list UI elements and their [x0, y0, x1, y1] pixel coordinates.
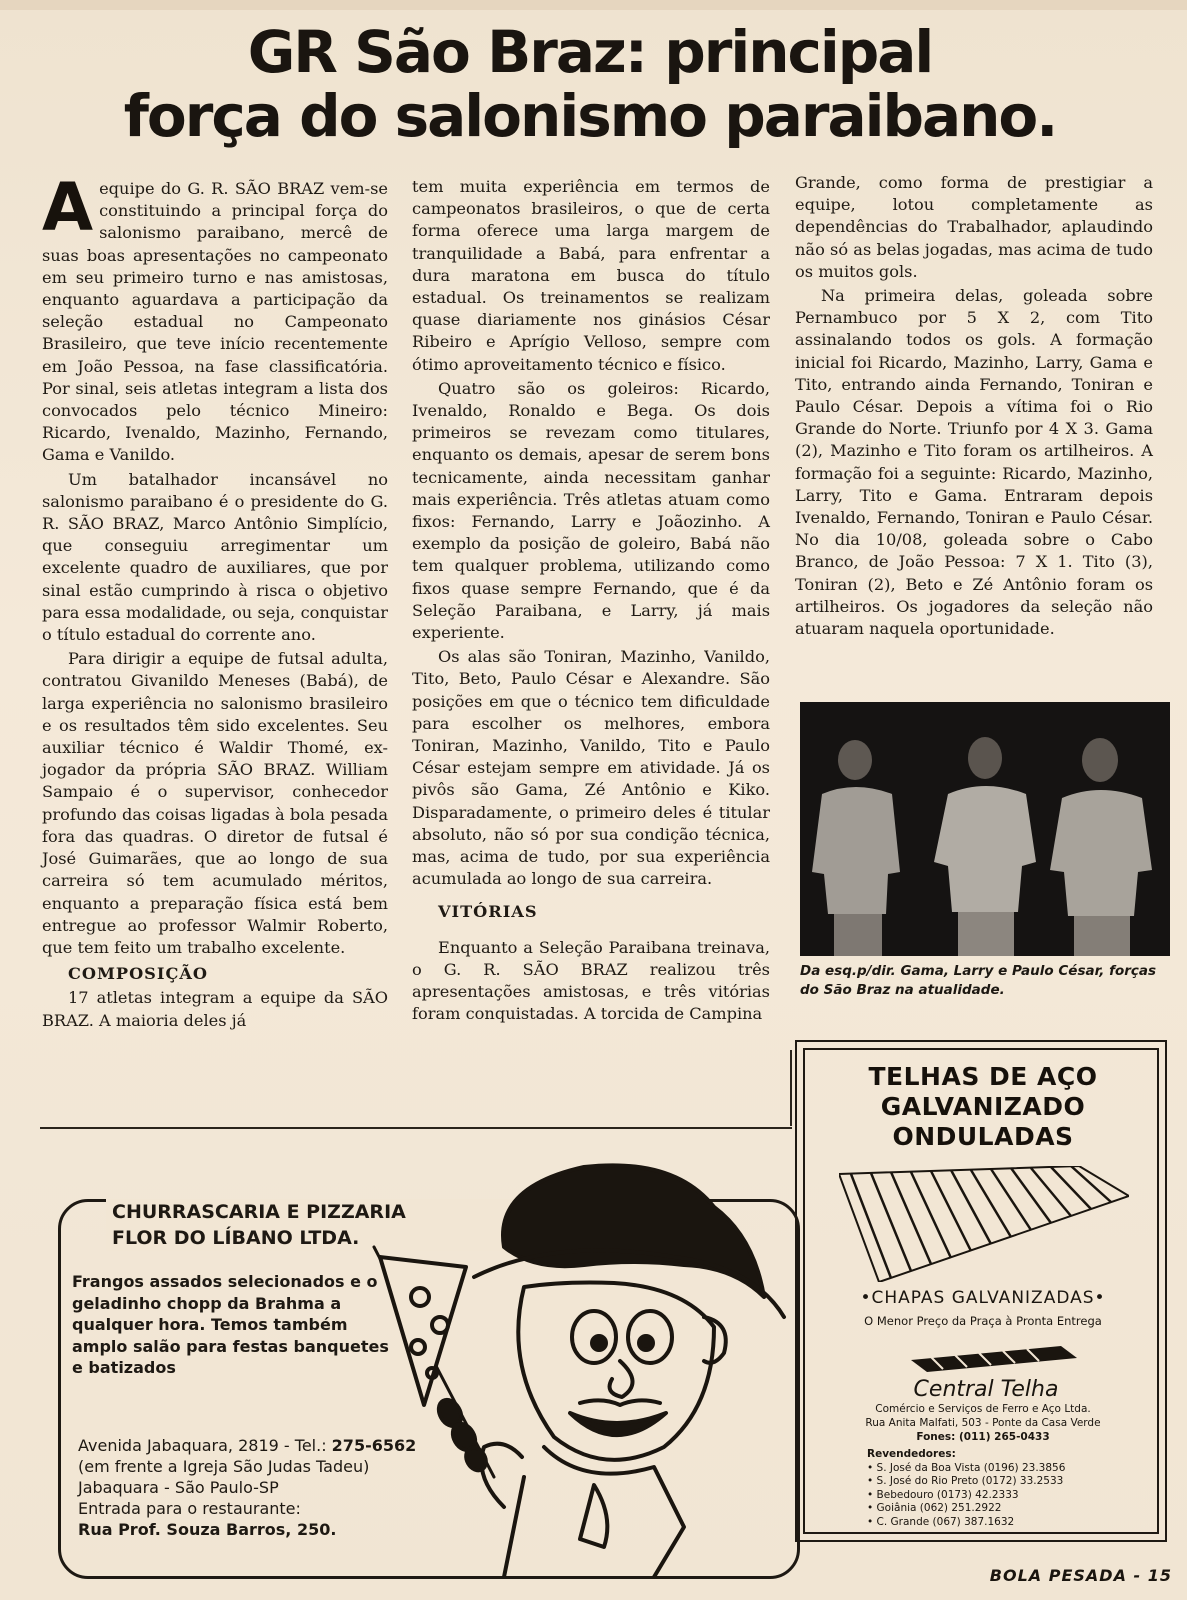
ad-title [805, 1062, 1161, 1152]
reseller-item: • S. José da Boa Vista (0196) 23.3856 [867, 1461, 1066, 1474]
article-paragraph [42, 169, 388, 467]
section-divider-horizontal [40, 1127, 792, 1129]
company-phones: Fones: (011) 265-0433 [916, 1431, 1050, 1443]
article-paragraph: Para dirigir a equipe de futsal adulta, contratou Givanildo Meneses (Babá), de larga experiência no salonismo brasileiro e os resultados têm sido excelentes. Seu auxiliar técnico é Waldir Thomé, ex-jogador da própria SÃO BRAZ. William Sampaio é o supervisor, conhecedor profundo das coisas ligadas à bola pesada fora das quadras. O diretor de futsal é José Guimarães, que ao longo de sua carreira só tem acumulado méritos, enquanto a preparação física está bem entregue ao professor Walmir Roberto, que tem feito um trabalho excelente. [42, 649, 388, 957]
logo-text: Central Telha [913, 1377, 1059, 1402]
address-line: (em frente a Igreja São Judas Tadeu) [78, 1457, 370, 1476]
phone-number: 275-6562 [331, 1436, 417, 1455]
article-paragraph: tem muita experiência em termos de campeonatos brasileiros, o que de certa forma oferece uma larga margem de tranquilidade a Babá, para enfrentar a dura maratona em busca do título estadual. Os treinamentos se realizam quase diariamente nos ginásios César Ribeiro e Aprígio Velloso, sempre com ótimo aproveitamento técnico e físico. [412, 177, 770, 374]
chef-cartoon-illustration [354, 1147, 794, 1577]
headline-line-2: força do salonismo paraibano. [123, 82, 1057, 150]
ad-telhas [795, 1040, 1167, 1542]
central-telha-logo [891, 1338, 1081, 1402]
ad-company-info [805, 1402, 1161, 1444]
team-photo [800, 702, 1170, 956]
company-address: Rua Anita Malfati, 503 - Ponte da Casa Verde [865, 1417, 1101, 1429]
ad-inner-border [803, 1048, 1159, 1534]
ad-title-line-2: GALVANIZADO [880, 1092, 1086, 1121]
photo-players-image [800, 702, 1170, 956]
company-name: Comércio e Serviços de Ferro e Aço Ltda. [875, 1403, 1091, 1415]
ad-title-line-1: CHURRASCARIA E PIZZARIA [112, 1201, 406, 1223]
article-paragraph: Um batalhador incansável no salonismo paraibano é o presidente do G. R. SÃO BRAZ, Marco Antônio Simplício, que conseguiu arregimentar um excelente quadro de auxiliares, que por sinal estão cumprindo à risca o objetivo para essa modalidade, ou seja, conquistar o título estadual do corrente ano. [42, 469, 388, 645]
page-footer: BOLA PESADA - 15 [989, 1566, 1172, 1585]
article-paragraph: 17 atletas integram a equipe da SÃO BRAZ. A maioria deles já [42, 988, 388, 1030]
article-paragraph: Os alas são Toniran, Mazinho, Vanildo, Tito, Beto, Paulo César e Alexandre. São posições em que o técnico tem dificuldade para escolher os melhores, embora Toniran, Mazinho, Vanildo, Tito e Paulo César estejam sempre em atividade. Já os pivôs são Gama, Zé Antônio e Kiko. Disparadamente, o primeiro deles é titular absoluto, não só por sua condição técnica, mas, acima de tudo, por sua experiência acumulada ao longo de sua carreira. [412, 647, 770, 889]
article-column-1 [42, 169, 388, 1034]
address-line: Jabaquara - São Paulo-SP [78, 1478, 279, 1497]
resellers-heading: Revendedores: [867, 1448, 956, 1460]
ad-title-line-2: FLOR DO LÍBANO LTDA. [112, 1227, 360, 1249]
column-divider-vertical [790, 1050, 792, 1126]
ad-title-line-3: ONDULADAS [892, 1122, 1074, 1151]
article-paragraph: Quatro são os goleiros: Ricardo, Ivenaldo, Ronaldo e Bega. Os dois primeiros se revezam como titulares, enquanto os demais, apesar de serem bons tecnicamente, ainda necessitam ganhar mais experiência. Três atletas atuam como fixos: Fernando, Larry e Joãozinho. A exemplo da posição de goleiro, Babá não tem qualquer problema, utilizando como fixos quase sempre Fernando, que é da Seleção Paraibana, e Larry, já mais experiente. [412, 378, 770, 643]
resellers-list [867, 1448, 1157, 1529]
paragraph-text: equipe do G. R. SÃO BRAZ vem-se constituindo a principal força do salonismo paraibano, mercê de suas boas apresentações no campeonato em seu primeiro turno e nas amistosas, enquanto aguardava a participação da seleção estadual no Campeonato Brasileiro, que teve início recentemente em João Pessoa, na fase classificatória. Por sinal, seis atletas integram a lista dos convocados pelo técnico Mineiro: Ricardo, Ivenaldo, Mazinho, Fernando, Gama e Vanildo. [42, 179, 388, 465]
ad-title-line-1: TELHAS DE AÇO [868, 1062, 1098, 1091]
reseller-item: • Bebedouro (0173) 42.2333 [867, 1488, 1019, 1501]
section-subhead-vitorias: VITÓRIAS [438, 901, 538, 921]
article-column-3 [795, 172, 1153, 642]
ad-subtitle: •CHAPAS GALVANIZADAS• [860, 1288, 1106, 1308]
article-paragraph: Enquanto a Seleção Paraibana treinava, o G. R. SÃO BRAZ realizou três apresentações amistosas, e três vitórias foram conquistadas. A torcida de Campina [412, 937, 770, 1024]
article-column-2 [412, 176, 770, 1028]
article-paragraph: Grande, como forma de prestigiar a equipe, lotou completamente as dependências do Trabalhador, aplaudindo não só as belas jogadas, mas acima de tudo os muitos gols. [795, 173, 1153, 281]
address-street: Avenida Jabaquara, 2819 - Tel.: [78, 1436, 332, 1455]
photo-caption: Da esq.p/dir. Gama, Larry e Paulo César, forças do São Braz na atualidade. [800, 963, 1157, 998]
section-subhead-composicao: COMPOSIÇÃO [68, 964, 208, 984]
reseller-item: • C. Grande (067) 387.1632 [867, 1515, 1015, 1528]
drop-cap: A [42, 169, 94, 246]
ad-churrascaria [44, 1147, 800, 1579]
article-paragraph: Na primeira delas, goleada sobre Pernambuco por 5 X 2, com Tito assinalando todos os gols. A formação inicial foi Ricardo, Mazinho, Larry, Gama e Tito, entrando ainda Fernando, Toniran e Paulo César. Depois a vítima foi o Rio Grande do Norte. Triunfo por 4 X 3. Gama (2), Mazinho e Tito foram os artilheiros. A formação foi a seguinte: Ricardo, Mazinho, Larry, Tito e Gama. Entraram depois Ivenaldo, Fernando, Toniran e Paulo César. No dia 10/08, goleada sobre o Cabo Branco, de João Pessoa: 7 X 1. Tito (3), Toniran (2), Beto e Zé Antônio foram os artilheiros. Os jogadores da seleção não atuaram naquela oportunidade. [795, 286, 1153, 639]
headline-line-1: GR São Braz: principal [247, 18, 933, 86]
reseller-item: • S. José do Rio Preto (0172) 33.2533 [867, 1475, 1064, 1487]
page-top-edge [0, 0, 1187, 10]
address-line: Entrada para o restaurante: [78, 1499, 301, 1518]
address-line: Rua Prof. Souza Barros, 250. [78, 1520, 337, 1539]
ad-description: Frangos assados selecionados e o geladinho chopp da Brahma a qualquer hora. Temos também amplo salão para festas banquetes e batizados [72, 1272, 389, 1377]
headline [60, 20, 1120, 148]
corrugated-roof-illustration [839, 1166, 1129, 1282]
ad-tagline: O Menor Preço da Praça à Pronta Entrega [864, 1314, 1102, 1328]
reseller-item: • Goiânia (062) 251.2922 [867, 1502, 1002, 1514]
